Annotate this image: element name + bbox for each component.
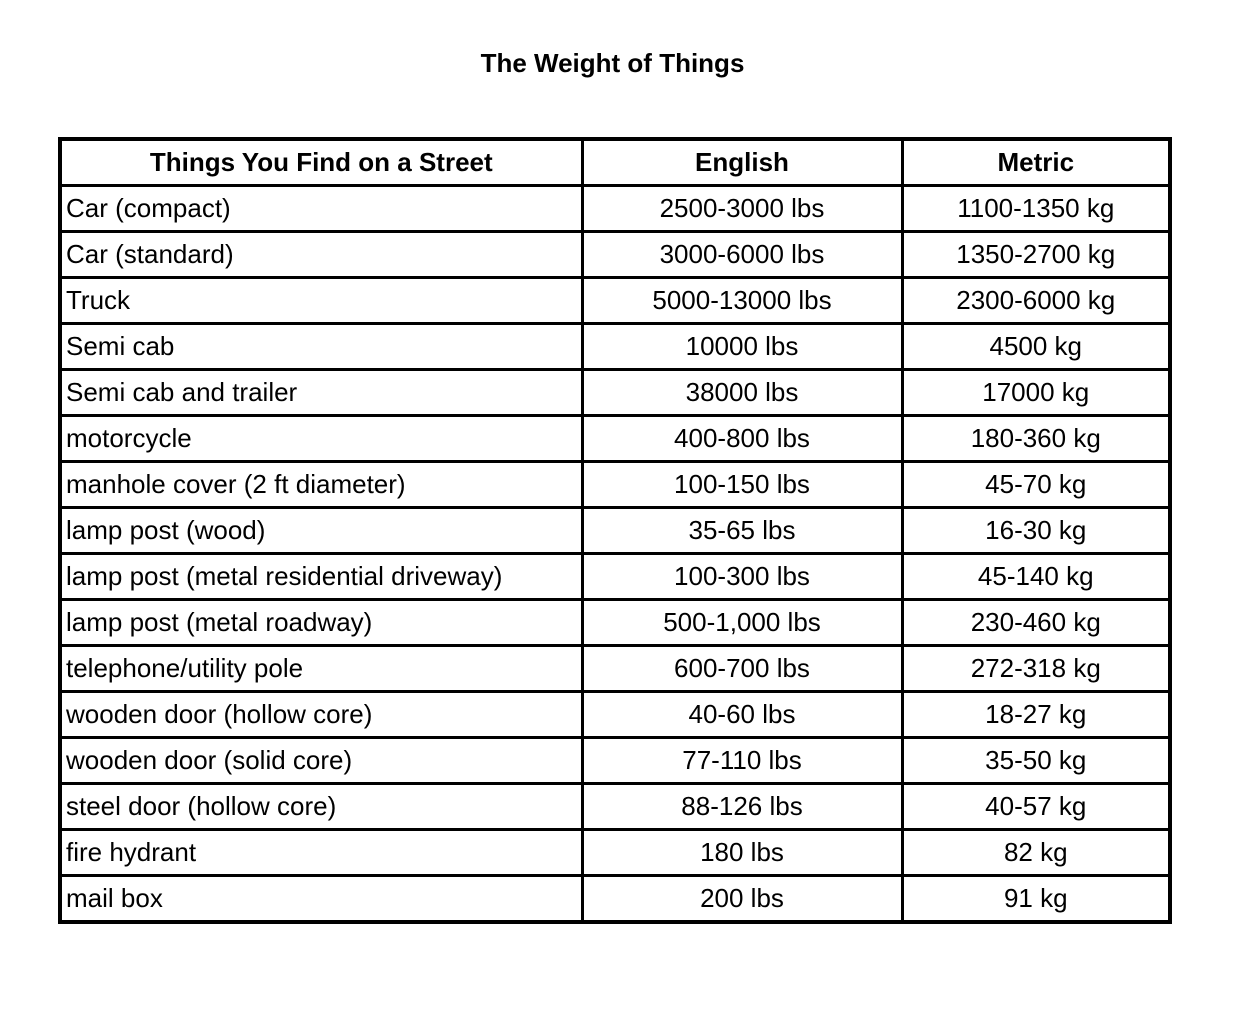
item-cell: telephone/utility pole	[60, 646, 582, 692]
english-cell: 600-700 lbs	[582, 646, 902, 692]
table-row	[60, 784, 1170, 830]
item-cell: lamp post (metal residential driveway)	[60, 554, 582, 600]
table-row	[60, 646, 1170, 692]
english-cell: 400-800 lbs	[582, 416, 902, 462]
metric-cell: 45-140 kg	[902, 554, 1170, 600]
metric-cell: 16-30 kg	[902, 508, 1170, 554]
column-header-english: English	[582, 139, 902, 186]
table-row	[60, 554, 1170, 600]
english-cell: 77-110 lbs	[582, 738, 902, 784]
item-cell: Car (standard)	[60, 232, 582, 278]
table-row	[60, 232, 1170, 278]
item-cell: lamp post (wood)	[60, 508, 582, 554]
metric-cell: 1100-1350 kg	[902, 186, 1170, 232]
item-cell: motorcycle	[60, 416, 582, 462]
table-row	[60, 186, 1170, 232]
table-row	[60, 324, 1170, 370]
english-cell: 5000-13000 lbs	[582, 278, 902, 324]
english-cell: 3000-6000 lbs	[582, 232, 902, 278]
metric-cell: 272-318 kg	[902, 646, 1170, 692]
metric-cell: 91 kg	[902, 876, 1170, 923]
english-cell: 100-150 lbs	[582, 462, 902, 508]
table-row	[60, 600, 1170, 646]
metric-cell: 230-460 kg	[902, 600, 1170, 646]
table-row	[60, 876, 1170, 923]
table-row	[60, 508, 1170, 554]
item-cell: mail box	[60, 876, 582, 923]
column-header-item: Things You Find on a Street	[60, 139, 582, 186]
table-header-row	[60, 139, 1170, 186]
page-title: The Weight of Things	[480, 48, 745, 78]
item-cell: Car (compact)	[60, 186, 582, 232]
metric-cell: 1350-2700 kg	[902, 232, 1170, 278]
table-row	[60, 278, 1170, 324]
english-cell: 180 lbs	[582, 830, 902, 876]
item-cell: manhole cover (2 ft diameter)	[60, 462, 582, 508]
english-cell: 10000 lbs	[582, 324, 902, 370]
item-cell: steel door (hollow core)	[60, 784, 582, 830]
table-row	[60, 738, 1170, 784]
english-cell: 200 lbs	[582, 876, 902, 923]
item-cell: Semi cab	[60, 324, 582, 370]
english-cell: 2500-3000 lbs	[582, 186, 902, 232]
weights-table	[58, 137, 1172, 924]
metric-cell: 35-50 kg	[902, 738, 1170, 784]
metric-cell: 2300-6000 kg	[902, 278, 1170, 324]
metric-cell: 4500 kg	[902, 324, 1170, 370]
english-cell: 40-60 lbs	[582, 692, 902, 738]
metric-cell: 18-27 kg	[902, 692, 1170, 738]
metric-cell: 17000 kg	[902, 370, 1170, 416]
metric-cell: 45-70 kg	[902, 462, 1170, 508]
item-cell: Truck	[60, 278, 582, 324]
metric-cell: 180-360 kg	[902, 416, 1170, 462]
table-row	[60, 416, 1170, 462]
table-row	[60, 830, 1170, 876]
metric-cell: 82 kg	[902, 830, 1170, 876]
metric-cell: 40-57 kg	[902, 784, 1170, 830]
english-cell: 88-126 lbs	[582, 784, 902, 830]
item-cell: fire hydrant	[60, 830, 582, 876]
english-cell: 38000 lbs	[582, 370, 902, 416]
item-cell: Semi cab and trailer	[60, 370, 582, 416]
item-cell: wooden door (hollow core)	[60, 692, 582, 738]
table-row	[60, 462, 1170, 508]
table-row	[60, 370, 1170, 416]
column-header-metric: Metric	[902, 139, 1170, 186]
item-cell: lamp post (metal roadway)	[60, 600, 582, 646]
english-cell: 100-300 lbs	[582, 554, 902, 600]
item-cell: wooden door (solid core)	[60, 738, 582, 784]
english-cell: 500-1,000 lbs	[582, 600, 902, 646]
english-cell: 35-65 lbs	[582, 508, 902, 554]
table-row	[60, 692, 1170, 738]
